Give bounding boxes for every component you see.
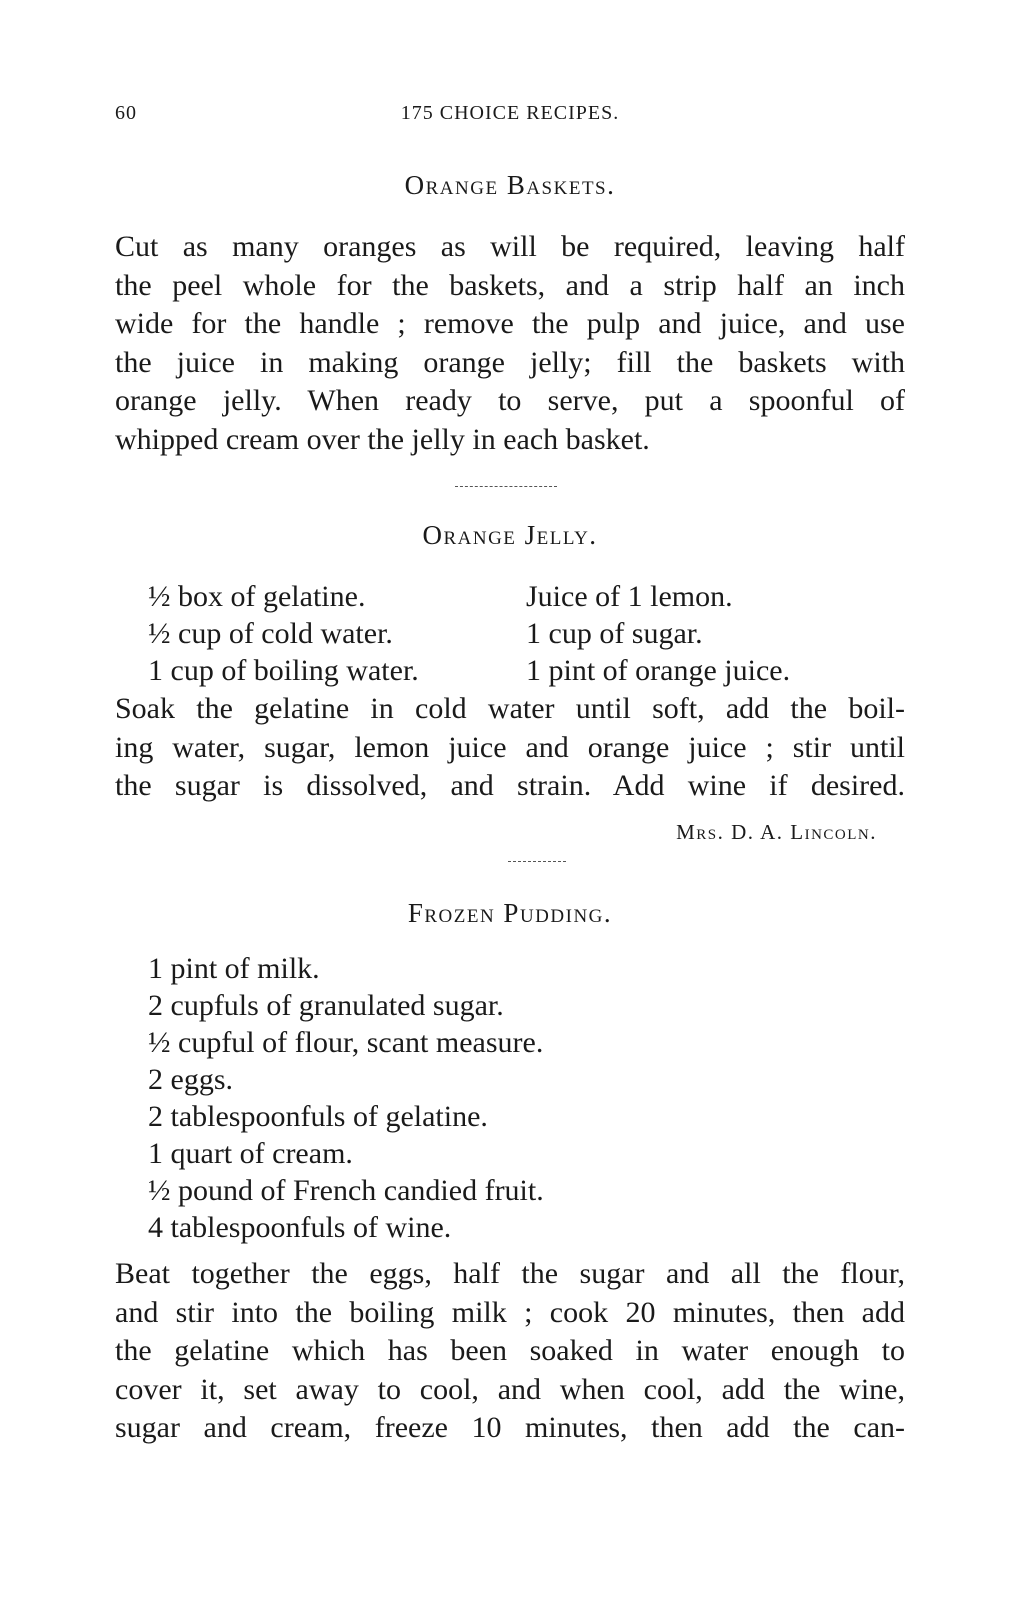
recipe-title-orange-baskets: Orange Baskets. xyxy=(404,170,616,200)
ingredient-item: ½ box of gelatine. xyxy=(148,580,366,613)
body-line: wide for the handle ; remove the pulp and juice, and use xyxy=(115,307,905,340)
recipe-body-frozen-pudding xyxy=(115,1255,905,1448)
body-line: and stir into the boiling milk ; cook 20 minutes, then add xyxy=(115,1295,905,1329)
ingredient-item: 1 cup of sugar. xyxy=(526,617,703,650)
body-line: cover it, set away to cool, and when cool, add the wine, xyxy=(115,1372,905,1406)
ingredient-item: ½ pound of French candied fruit. xyxy=(148,1174,544,1207)
recipe-body-orange-baskets xyxy=(115,228,905,459)
ingredient-item: 1 cup of boiling water. xyxy=(148,654,419,687)
body-line: Beat together the eggs, half the sugar and all the flour, xyxy=(115,1257,905,1290)
body-line: whipped cream over the jelly in each basket. xyxy=(115,422,650,456)
body-line: Soak the gelatine in cold water until soft, add the boil- xyxy=(115,692,905,725)
ingredient-item: 2 tablespoonfuls of gelatine. xyxy=(148,1100,488,1133)
page-number: 60 xyxy=(115,102,137,124)
body-line: the juice in making orange jelly; fill the baskets with xyxy=(115,345,905,379)
ingredient-item: 4 tablespoonfuls of wine. xyxy=(148,1211,452,1244)
ingredient-row xyxy=(148,578,905,615)
recipe-title-frozen-pudding: Frozen Pudding. xyxy=(407,898,613,928)
ingredient-item: 1 pint of milk. xyxy=(148,952,320,985)
ingredient-item: Juice of 1 lemon. xyxy=(526,580,733,613)
running-title: 175 CHOICE RECIPES. xyxy=(400,102,620,124)
ingredient-item: ½ cup of cold water. xyxy=(148,617,393,650)
ingredient-item: 2 cupfuls of granulated sugar. xyxy=(148,989,504,1022)
body-line: sugar and cream, freeze 10 minutes, then add the can- xyxy=(115,1411,905,1444)
body-line: Cut as many oranges as will be required, leaving half xyxy=(115,230,905,263)
recipe-body-orange-jelly xyxy=(115,690,905,806)
body-line: orange jelly. When ready to serve, put a spoonful of xyxy=(115,384,905,417)
ingredient-item: 2 eggs. xyxy=(148,1063,233,1096)
body-line: the peel whole for the baskets, and a strip half an inch xyxy=(115,268,905,302)
recipe-title-orange-jelly: Orange Jelly. xyxy=(422,520,598,550)
ingredient-row xyxy=(148,615,905,652)
ingredients-orange-jelly xyxy=(148,578,905,689)
ingredients-frozen-pudding xyxy=(148,950,544,1246)
section-divider xyxy=(508,861,566,862)
ingredient-item: 1 pint of orange juice. xyxy=(526,654,791,687)
ingredient-item: ½ cupful of flour, scant measure. xyxy=(148,1026,544,1059)
body-line: the sugar is dissolved, and strain. Add wine if desired. xyxy=(115,769,905,802)
ingredient-row xyxy=(148,652,905,689)
body-line: ing water, sugar, lemon juice and orange juice ; stir until xyxy=(115,730,905,764)
ingredient-item: 1 quart of cream. xyxy=(148,1137,353,1170)
body-line: the gelatine which has been soaked in water enough to xyxy=(115,1334,905,1367)
section-divider xyxy=(455,486,557,487)
recipe-attribution: Mrs. D. A. Lincoln. xyxy=(676,820,877,844)
